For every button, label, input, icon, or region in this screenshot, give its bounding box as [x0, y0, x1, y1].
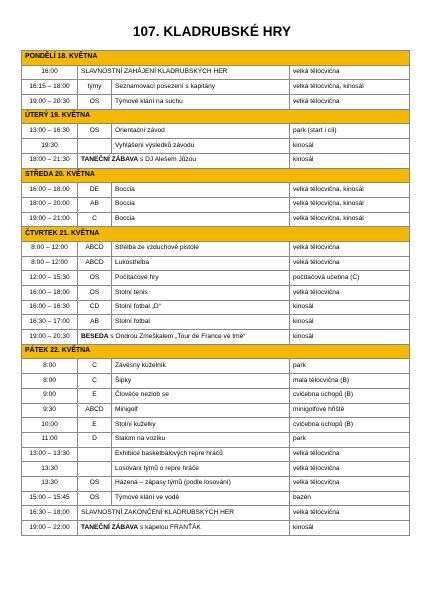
- event-time: 15:00 – 15:45: [22, 491, 78, 506]
- event-location: velká tělocvična, kinosál: [290, 212, 410, 227]
- event-activity: [78, 506, 290, 521]
- schedule-row: [22, 271, 410, 286]
- event-group: ABCD: [78, 403, 112, 418]
- schedule-row: [22, 80, 410, 95]
- event-time: 19:00 – 20:30: [22, 95, 78, 110]
- event-location: velká tělocvična: [290, 286, 410, 301]
- event-activity: Stolní kuželky: [112, 418, 290, 433]
- event-activity: Boccia: [112, 183, 290, 198]
- day-heading: ČTVRTEK 21. KVĚTNA: [22, 227, 410, 242]
- event-time: 16:30 – 18:00: [22, 506, 78, 521]
- event-time: 16:00 – 18:00: [22, 286, 78, 301]
- schedule-row: [22, 212, 410, 227]
- schedule-row: [22, 491, 410, 506]
- event-group: C: [78, 212, 112, 227]
- event-location: velká tělocvična: [290, 462, 410, 477]
- event-highlight: TANEČNÍ ZÁBAVA: [81, 156, 139, 164]
- event-time: 11:00: [22, 432, 78, 447]
- event-time: 13:30: [22, 476, 78, 491]
- event-time: 12:00 – 15:30: [22, 271, 78, 286]
- event-group: OS: [78, 476, 112, 491]
- event-location: velká tělocvična: [290, 95, 410, 110]
- schedule-row: [22, 388, 410, 403]
- event-activity: Seznamovací posezení s kapitány: [112, 80, 290, 95]
- event-time: 16:00 – 18:00: [22, 183, 78, 198]
- event-activity: [78, 330, 290, 345]
- event-location: kinosál: [290, 300, 410, 315]
- schedule-row: [22, 432, 410, 447]
- event-activity-text: SLAVNOSTNÍ ZAHÁJENÍ KLADRUBSKÝCH HER: [81, 68, 228, 76]
- event-location: kinosál: [290, 330, 410, 345]
- event-location: velká tělocvična: [290, 447, 410, 462]
- day-header-row: [22, 344, 410, 359]
- event-time: 16:00 – 16:30: [22, 300, 78, 315]
- event-time: 9:00: [22, 388, 78, 403]
- event-group: E: [78, 388, 112, 403]
- page-title: 107. KLADRUBSKÉ HRY: [132, 24, 292, 39]
- event-activity: Exhibice basketbalových repre hráčů: [112, 447, 290, 462]
- event-activity: [78, 153, 290, 168]
- event-group: OS: [78, 124, 112, 139]
- event-time: 19:00 – 20:30: [22, 330, 78, 345]
- schedule-row: [22, 300, 410, 315]
- schedule-row: [22, 374, 410, 389]
- event-location: kinosál: [290, 153, 410, 168]
- event-activity: Minigolf: [112, 403, 290, 418]
- day-header-row: [22, 227, 410, 242]
- event-activity: [78, 521, 290, 536]
- event-activity: Lukostřelba: [112, 256, 290, 271]
- event-time: 18:00 – 21:30: [22, 153, 78, 168]
- event-location: park (start i cíl): [290, 124, 410, 139]
- event-group: [78, 139, 112, 154]
- schedule-row: [22, 124, 410, 139]
- event-location: velká tělocvična: [290, 476, 410, 491]
- event-activity: Týmové klání na suchu: [112, 95, 290, 110]
- event-time: 18:00 – 20:00: [22, 197, 78, 212]
- event-time: 19:30: [22, 139, 78, 154]
- event-activity: Týmové klání ve vodě: [112, 491, 290, 506]
- schedule-row: [22, 476, 410, 491]
- day-heading: ÚTERÝ 19. KVĚTNA: [22, 109, 410, 124]
- event-time: 10:00: [22, 418, 78, 433]
- event-activity: Házená – zápasy týmů (podle losování): [112, 476, 290, 491]
- schedule-row: [22, 139, 410, 154]
- event-activity: [78, 65, 290, 80]
- event-activity: Stolní fotbal „D“: [112, 300, 290, 315]
- event-location: park: [290, 359, 410, 374]
- schedule-row: [22, 403, 410, 418]
- event-time: 19:00 – 22:00: [22, 521, 78, 536]
- event-location: kinosál: [290, 521, 410, 536]
- event-group: OS: [78, 286, 112, 301]
- event-activity: Slalom na vozíku: [112, 432, 290, 447]
- event-group: C: [78, 359, 112, 374]
- event-time: 8:00: [22, 359, 78, 374]
- schedule-row: [22, 197, 410, 212]
- event-time: 13:00 – 16:30: [22, 124, 78, 139]
- schedule-row: [22, 65, 410, 80]
- event-activity: Losování týmů o repre hráče: [112, 462, 290, 477]
- event-group: AB: [78, 197, 112, 212]
- schedule-row: [22, 256, 410, 271]
- day-header-row: [22, 51, 410, 66]
- event-location: cvičebna úchopů (B): [290, 388, 410, 403]
- event-location: velká tělocvična: [290, 506, 410, 521]
- schedule-row: [22, 359, 410, 374]
- event-location: velká tělocvična, kinosál: [290, 183, 410, 198]
- schedule-row: [22, 462, 410, 477]
- day-header-row: [22, 168, 410, 183]
- schedule-table: [21, 50, 410, 536]
- event-activity: Vyhlášení výsledků závodu: [112, 139, 290, 154]
- event-activity-text: s Ondrou Zmeškalem „Tour de France ve tmě“: [108, 332, 246, 340]
- event-activity-text: s DJ Alešem Jůzou: [138, 156, 197, 164]
- schedule-body: [22, 51, 410, 536]
- event-group: D: [78, 432, 112, 447]
- schedule-row: [22, 95, 410, 110]
- event-location: počítačová učebna (C): [290, 271, 410, 286]
- schedule-row: [22, 315, 410, 330]
- schedule-row: [22, 183, 410, 198]
- day-heading: STŘEDA 20. KVĚTNA: [22, 168, 410, 183]
- schedule-row: [22, 506, 410, 521]
- event-activity: Šipky: [112, 374, 290, 389]
- event-activity: Boccia: [112, 212, 290, 227]
- schedule-row: [22, 330, 410, 345]
- event-location: malá tělocvična (B): [290, 374, 410, 389]
- schedule-row: [22, 153, 410, 168]
- event-location: velká tělocvična: [290, 256, 410, 271]
- event-activity: Boccia: [112, 197, 290, 212]
- event-time: 13:30: [22, 462, 78, 477]
- event-activity: Člověče nezlob se: [112, 388, 290, 403]
- event-highlight: TANEČNÍ ZÁBAVA: [81, 523, 139, 531]
- schedule-row: [22, 521, 410, 536]
- event-location: minigolfové hřiště: [290, 403, 410, 418]
- event-group: týmy: [78, 80, 112, 95]
- event-group: AB: [78, 315, 112, 330]
- event-activity-text: s kapelou FRANŤÁK: [138, 523, 201, 531]
- event-group: [78, 447, 112, 462]
- event-time: 9:30: [22, 403, 78, 418]
- event-group: E: [78, 418, 112, 433]
- event-activity: Stolní tenis: [112, 286, 290, 301]
- event-location: velká tělocvična: [290, 65, 410, 80]
- schedule-row: [22, 241, 410, 256]
- event-time: 16:30 – 17:00: [22, 315, 78, 330]
- event-group: OS: [78, 95, 112, 110]
- event-time: 8:00 – 12:00: [22, 241, 78, 256]
- event-activity: Stolní fotbal: [112, 315, 290, 330]
- event-location: bazén: [290, 491, 410, 506]
- event-location: kinosál: [290, 139, 410, 154]
- event-group: C: [78, 374, 112, 389]
- event-time: 16:00: [22, 65, 78, 80]
- event-location: velká tělocvična: [290, 241, 410, 256]
- event-group: ABCD: [78, 256, 112, 271]
- event-location: kinosál: [290, 315, 410, 330]
- day-header-row: [22, 109, 410, 124]
- event-time: 13:00 – 13:30: [22, 447, 78, 462]
- event-activity: Orientační závod: [112, 124, 290, 139]
- event-highlight: BESEDA: [81, 332, 109, 340]
- event-location: cvičebna úchopů (B): [290, 418, 410, 433]
- event-group: [78, 462, 112, 477]
- event-time: 16:15 – 18:00: [22, 80, 78, 95]
- event-time: 8:00: [22, 374, 78, 389]
- schedule-row: [22, 286, 410, 301]
- day-heading: PONDĚLÍ 18. KVĚTNA: [22, 51, 410, 66]
- event-activity: Počítačové hry: [112, 271, 290, 286]
- event-time: 19:00 – 21:00: [22, 212, 78, 227]
- event-activity: Střelba ze vzduchové pistole: [112, 241, 290, 256]
- event-group: OS: [78, 271, 112, 286]
- event-group: CD: [78, 300, 112, 315]
- event-group: OS: [78, 491, 112, 506]
- event-location: park: [290, 432, 410, 447]
- event-location: velká tělocvična, kinosál: [290, 197, 410, 212]
- day-heading: PÁTEK 22. KVĚTNA: [22, 344, 410, 359]
- event-location: velká tělocvična, kinosál: [290, 80, 410, 95]
- event-time: 8:00 – 12:00: [22, 256, 78, 271]
- event-group: ABCD: [78, 241, 112, 256]
- event-activity: Závěsný kuželník: [112, 359, 290, 374]
- schedule-row: [22, 447, 410, 462]
- event-group: DE: [78, 183, 112, 198]
- event-activity-text: SLAVNOSTNÍ ZAKONČENÍ KLADRUBSKÝCH HER: [81, 508, 235, 516]
- schedule-row: [22, 418, 410, 433]
